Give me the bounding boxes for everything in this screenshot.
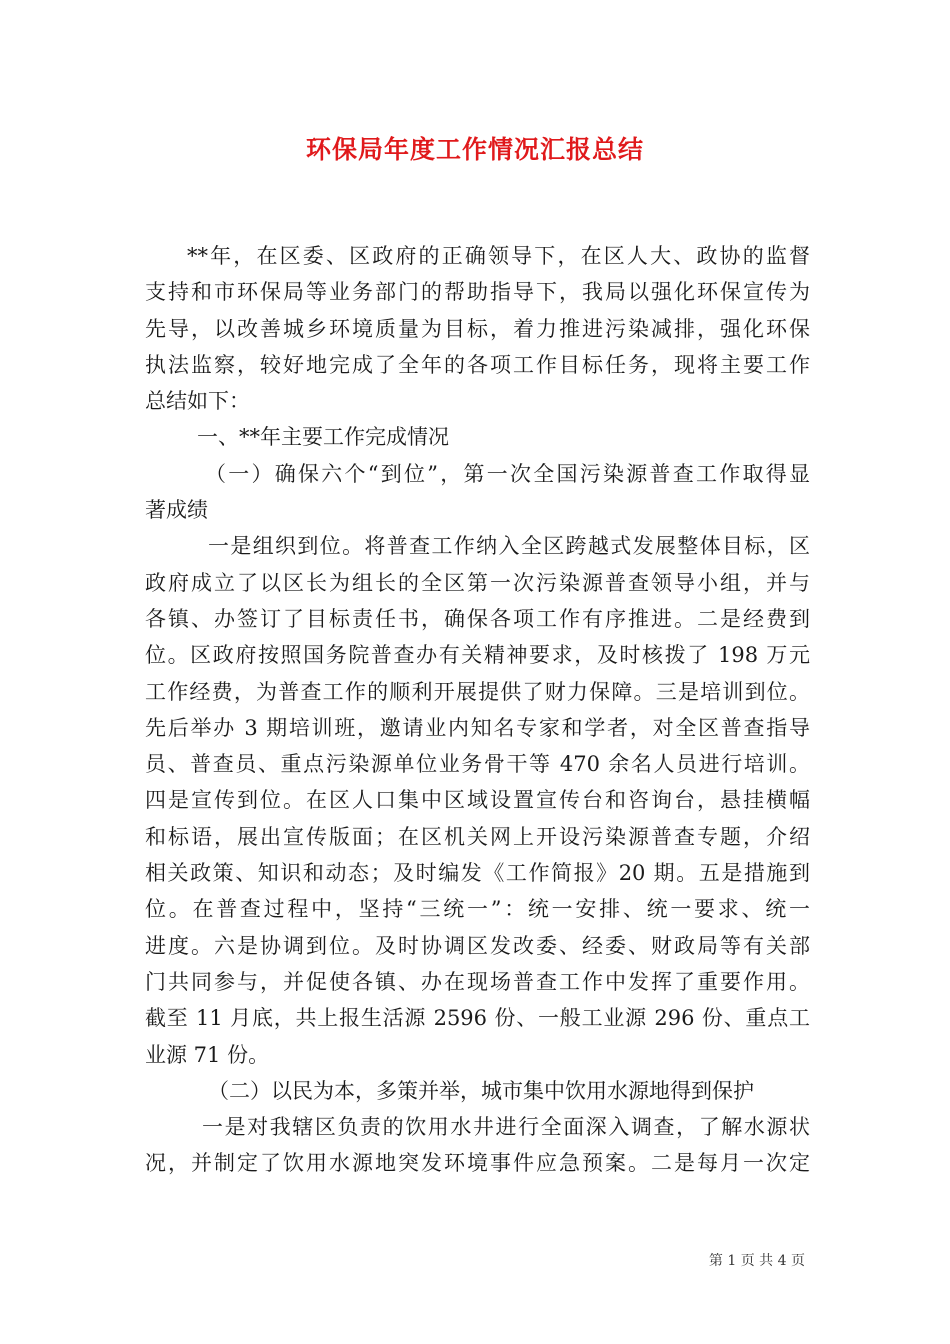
- subsection-heading: 著成绩: [145, 498, 208, 523]
- paragraph-line: 总结如下：: [145, 389, 250, 414]
- paragraph-line: 一是组织到位。将普查工作纳入全区跨越式发展整体目标，区: [208, 534, 810, 559]
- paragraph-line: 业源 71 份。: [145, 1042, 270, 1067]
- paragraph-line: 截至 11 月底，共上报生活源 2596 份、一般工业源 296 份、重点工: [145, 1006, 810, 1031]
- subsection-heading: （二）以民为本，多策并举，城市集中饮用水源地得到保护: [208, 1078, 754, 1103]
- paragraph-line: 工作经费，为普查工作的顺利开展提供了财力保障。三是培训到位。: [145, 679, 810, 704]
- section-heading: 一、**年主要工作完成情况: [197, 425, 449, 450]
- subsection-heading: （一）确保六个“到位”，第一次全国污染源普查工作取得显: [205, 461, 810, 486]
- paragraph-line: 一是对我辖区负责的饮用水井进行全面深入调查，了解水源状: [202, 1115, 810, 1140]
- paragraph-line: 支持和市环保局等业务部门的帮助指导下，我局以强化环保宣传为: [145, 280, 810, 305]
- paragraph-line: 政府成立了以区长为组长的全区第一次污染源普查领导小组，并与: [145, 570, 810, 595]
- paragraph-line: **年，在区委、区政府的正确领导下，在区人大、政协的监督: [187, 244, 810, 268]
- paragraph-line: 先后举办 3 期培训班，邀请业内知名专家和学者，对全区普查指导: [145, 715, 810, 740]
- paragraph-line: 先导，以改善城乡环境质量为目标，着力推进污染减排，强化环保: [145, 316, 810, 341]
- paragraph-line: 四是宣传到位。在区人口集中区域设置宣传台和咨询台，悬挂横幅: [145, 788, 810, 813]
- paragraph-line: 位。区政府按照国务院普查办有关精神要求，及时核拨了 198 万元: [145, 643, 810, 668]
- paragraph-line: 门共同参与，并促使各镇、办在现场普查工作中发挥了重要作用。: [145, 969, 810, 994]
- paragraph-line: 员、普查员、重点污染源单位业务骨干等 470 余名人员进行培训。: [145, 752, 810, 777]
- document-body: [145, 238, 810, 1182]
- document-title: 环保局年度工作情况汇报总结: [305, 135, 644, 164]
- paragraph-line: 和标语，展出宣传版面；在区机关网上开设污染源普查专题，介绍: [145, 824, 810, 849]
- paragraph-line: 相关政策、知识和动态；及时编发《工作简报》20 期。五是措施到: [145, 861, 810, 886]
- paragraph-line: 各镇、办签订了目标责任书，确保各项工作有序推进。二是经费到: [145, 606, 810, 631]
- page-number: 第 1 页 共 4 页: [708, 1253, 805, 1269]
- paragraph-line: 位。在普查过程中，坚持“三统一”：统一安排、统一要求、统一: [145, 897, 810, 922]
- paragraph-line: 进度。六是协调到位。及时协调区发改委、经委、财政局等有关部: [145, 933, 810, 958]
- paragraph-line: 执法监察，较好地完成了全年的各项工作目标任务，现将主要工作: [145, 352, 810, 377]
- paragraph-line: 况，并制定了饮用水源地突发环境事件应急预案。二是每月一次定: [145, 1151, 810, 1176]
